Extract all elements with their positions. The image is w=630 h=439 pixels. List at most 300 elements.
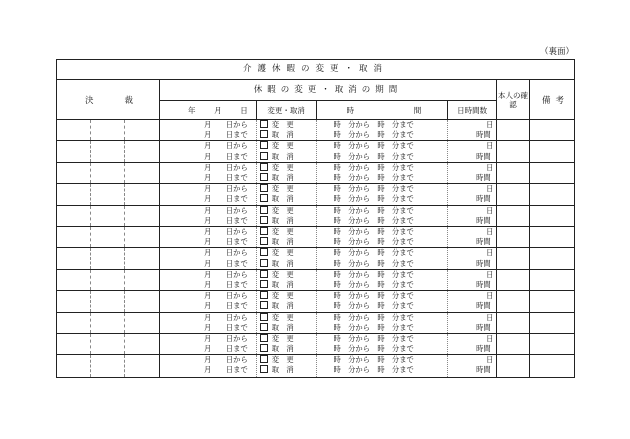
date-from-text: 月 日から <box>204 333 248 343</box>
cancel-checkbox-icon[interactable] <box>260 280 268 288</box>
date-from-text: 月 日から <box>204 248 248 258</box>
date-from-text: 月 日から <box>204 184 248 194</box>
cancel-option[interactable] <box>260 280 316 290</box>
time-range-second: 時 分から 時 分まで <box>333 258 414 268</box>
approval-slot[interactable] <box>91 313 125 333</box>
time-range-cell[interactable] <box>317 270 449 290</box>
time-range-second: 時 分から 時 分まで <box>333 215 414 225</box>
cancel-checkbox-icon[interactable] <box>260 259 268 267</box>
change-cancel-cell <box>257 206 317 226</box>
self-confirmation-cell[interactable] <box>497 270 530 290</box>
change-checkbox-icon[interactable] <box>260 141 268 149</box>
change-cancel-cell <box>257 163 317 183</box>
date-range-cell[interactable] <box>160 141 257 161</box>
approval-slot[interactable] <box>125 120 159 140</box>
approval-slot[interactable] <box>91 334 125 354</box>
cancel-option[interactable] <box>260 344 316 354</box>
approval-slot[interactable] <box>57 184 91 204</box>
period-cell <box>160 206 497 226</box>
change-option-label: 変 更 <box>271 120 294 129</box>
approval-slot[interactable] <box>91 184 125 204</box>
time-range-cell[interactable] <box>317 355 449 376</box>
cancel-option[interactable] <box>260 301 316 311</box>
date-range-cell[interactable] <box>160 184 257 204</box>
change-option-label: 変 更 <box>271 141 294 151</box>
approval-header <box>57 80 160 119</box>
time-range-cell[interactable] <box>317 227 449 247</box>
approval-slot[interactable] <box>125 206 159 226</box>
time-range-cell[interactable] <box>317 248 449 268</box>
change-checkbox-icon[interactable] <box>260 313 268 321</box>
date-from-text: 月 日から <box>204 291 248 301</box>
self-confirmation-cell[interactable] <box>497 206 530 226</box>
day-hours-cell[interactable] <box>448 120 496 140</box>
day-hours-cell[interactable] <box>448 163 496 183</box>
form-title: 介護休暇の変更・取消 <box>57 60 574 80</box>
cancel-checkbox-icon[interactable] <box>260 365 268 373</box>
approval-slot[interactable] <box>125 334 159 354</box>
time-range-first: 時 分から 時 分まで <box>333 333 414 343</box>
period-title: 休暇の変更・取消の期間 <box>160 80 496 101</box>
approval-slot[interactable] <box>91 206 125 226</box>
hours-label: 時間 <box>476 258 491 268</box>
day-hours-header: 日時間数 <box>457 106 488 115</box>
hours-label: 時間 <box>476 279 491 289</box>
approval-slot[interactable] <box>91 227 125 247</box>
hours-label: 時間 <box>476 151 491 161</box>
table-row <box>57 355 574 376</box>
date-from-text: 月 日から <box>204 141 248 151</box>
period-header <box>160 80 497 119</box>
approval-cell <box>57 120 160 140</box>
hours-label: 時間 <box>476 172 491 182</box>
remarks-cell[interactable] <box>530 355 574 376</box>
day-label: 日 <box>486 355 494 365</box>
hours-label: 時間 <box>476 130 491 140</box>
cancel-checkbox-icon[interactable] <box>260 344 268 352</box>
time-range-first: 時 分から 時 分まで <box>333 291 414 301</box>
period-cell <box>160 120 497 140</box>
change-option-label: 変 更 <box>271 333 294 343</box>
day-hours-cell[interactable] <box>448 206 496 226</box>
time-range-first: 時 分から 時 分まで <box>333 312 414 322</box>
change-checkbox-icon[interactable] <box>260 206 268 214</box>
approval-cell <box>57 248 160 268</box>
cancel-option-label: 取 消 <box>271 237 294 247</box>
time-range-cell[interactable] <box>317 206 449 226</box>
change-cancel-header: 変更・取消 <box>257 101 317 120</box>
time-range-cell[interactable] <box>317 334 449 354</box>
cancel-option-label: 取 消 <box>271 301 294 311</box>
date-from-text: 月 日から <box>204 205 248 215</box>
approval-slot[interactable] <box>91 355 125 376</box>
day-hours-cell[interactable] <box>448 270 496 290</box>
period-cell <box>160 291 497 311</box>
period-cell <box>160 141 497 161</box>
self-confirmation-cell[interactable] <box>497 141 530 161</box>
date-range-cell[interactable] <box>160 355 257 376</box>
remarks-header-left: 備 <box>542 95 551 106</box>
cancel-option-label: 取 消 <box>271 172 294 182</box>
period-cell <box>160 334 497 354</box>
date-range-cell[interactable] <box>160 248 257 268</box>
remarks-cell[interactable] <box>530 163 574 183</box>
change-cancel-cell <box>257 355 317 376</box>
cancel-option-label: 取 消 <box>271 215 294 225</box>
table-row <box>57 120 574 141</box>
date-range-cell[interactable] <box>160 291 257 311</box>
care-leave-change-form <box>56 59 575 378</box>
cancel-option[interactable] <box>260 173 316 183</box>
remarks-cell[interactable] <box>530 334 574 354</box>
approval-slot[interactable] <box>57 248 91 268</box>
date-from-text: 月 日から <box>204 355 248 365</box>
change-option[interactable] <box>260 184 316 194</box>
table-row <box>57 270 574 291</box>
change-option[interactable] <box>260 334 316 344</box>
date-from-text: 月 日から <box>204 226 248 236</box>
time-range-second: 時 分から 時 分まで <box>333 151 414 161</box>
approval-cell <box>57 334 160 354</box>
change-cancel-cell <box>257 334 317 354</box>
change-cancel-cell <box>257 270 317 290</box>
approval-slot[interactable] <box>125 291 159 311</box>
self-confirmation-cell[interactable] <box>497 313 530 333</box>
time-range-cell[interactable] <box>317 163 449 183</box>
approval-cell <box>57 141 160 161</box>
change-cancel-cell <box>257 291 317 311</box>
approval-cell <box>57 163 160 183</box>
date-to-text: 月 日まで <box>204 344 248 354</box>
hours-label: 時間 <box>476 365 491 375</box>
change-checkbox-icon[interactable] <box>260 270 268 278</box>
period-cell <box>160 355 497 376</box>
date-day-label: 日 <box>240 106 248 115</box>
remarks-cell[interactable] <box>530 313 574 333</box>
change-option-label: 変 更 <box>271 205 294 215</box>
cancel-option[interactable] <box>260 152 316 162</box>
change-option[interactable] <box>260 227 316 237</box>
cancel-checkbox-icon[interactable] <box>260 323 268 331</box>
date-range-cell[interactable] <box>160 120 257 140</box>
day-label: 日 <box>486 205 494 215</box>
change-checkbox-icon[interactable] <box>260 291 268 299</box>
change-checkbox-icon[interactable] <box>260 163 268 171</box>
hours-label: 時間 <box>476 344 491 354</box>
change-option-label: 変 更 <box>271 184 294 194</box>
cancel-checkbox-icon[interactable] <box>260 194 268 202</box>
approval-slot[interactable] <box>91 248 125 268</box>
time-range-first: 時 分から 時 分まで <box>333 248 414 258</box>
cancel-option-label: 取 消 <box>271 322 294 332</box>
change-checkbox-icon[interactable] <box>260 227 268 235</box>
hours-label: 時間 <box>476 237 491 247</box>
hours-label: 時間 <box>476 301 491 311</box>
change-option[interactable] <box>260 141 316 151</box>
change-option-label: 変 更 <box>271 312 294 322</box>
self-confirmation-cell[interactable] <box>497 227 530 247</box>
date-range-cell[interactable] <box>160 313 257 333</box>
table-row <box>57 184 574 205</box>
time-range-second: 時 分から 時 分まで <box>333 130 414 140</box>
day-label: 日 <box>486 248 494 258</box>
approval-slot[interactable] <box>125 184 159 204</box>
remarks-cell[interactable] <box>530 270 574 290</box>
date-to-text: 月 日まで <box>204 130 248 140</box>
day-hours-cell[interactable] <box>448 334 496 354</box>
date-from-text: 月 日から <box>204 269 248 279</box>
cancel-option[interactable] <box>260 259 316 269</box>
time-range-cell[interactable] <box>317 291 449 311</box>
approval-slot[interactable] <box>125 227 159 247</box>
remarks-header-right: 考 <box>555 95 564 106</box>
self-confirmation-cell[interactable] <box>497 334 530 354</box>
time-range-second: 時 分から 時 分まで <box>333 365 414 375</box>
approval-cell <box>57 270 160 290</box>
date-month-label: 月 <box>214 106 222 115</box>
hours-label: 時間 <box>476 322 491 332</box>
cancel-checkbox-icon[interactable] <box>260 237 268 245</box>
date-range-cell[interactable] <box>160 270 257 290</box>
approval-slot[interactable] <box>57 270 91 290</box>
table-row <box>57 206 574 227</box>
change-option[interactable] <box>260 355 316 365</box>
cancel-option[interactable] <box>260 130 316 140</box>
change-option[interactable] <box>260 206 316 216</box>
change-checkbox-icon[interactable] <box>260 184 268 192</box>
time-range-cell[interactable] <box>317 313 449 333</box>
change-option[interactable] <box>260 120 316 130</box>
cancel-option-label: 取 消 <box>271 365 294 375</box>
period-cell <box>160 313 497 333</box>
day-hours-cell[interactable] <box>448 141 496 161</box>
period-cell <box>160 227 497 247</box>
approval-slot[interactable] <box>57 291 91 311</box>
date-to-text: 月 日まで <box>204 215 248 225</box>
self-confirmation-cell[interactable] <box>497 163 530 183</box>
date-from-text: 月 日から <box>204 312 248 322</box>
approval-slot[interactable] <box>91 291 125 311</box>
date-range-cell[interactable] <box>160 206 257 226</box>
change-option[interactable] <box>260 270 316 280</box>
change-option[interactable] <box>260 313 316 323</box>
approval-slot[interactable] <box>57 206 91 226</box>
change-checkbox-icon[interactable] <box>260 120 268 128</box>
remarks-cell[interactable] <box>530 120 574 140</box>
approval-slot[interactable] <box>125 141 159 161</box>
table-row <box>57 313 574 334</box>
day-label: 日 <box>486 226 494 236</box>
remarks-cell[interactable] <box>530 141 574 161</box>
approval-cell <box>57 313 160 333</box>
change-option-label: 変 更 <box>271 291 294 301</box>
table-row <box>57 163 574 184</box>
change-cancel-cell <box>257 141 317 161</box>
cancel-option[interactable] <box>260 216 316 226</box>
table-row <box>57 248 574 269</box>
change-cancel-cell <box>257 248 317 268</box>
self-confirmation-header: 本人の確認 <box>497 80 530 119</box>
change-option[interactable] <box>260 163 316 173</box>
table-row <box>57 227 574 248</box>
table-row <box>57 141 574 162</box>
approval-slot[interactable] <box>125 270 159 290</box>
date-range-cell[interactable] <box>160 163 257 183</box>
self-confirmation-cell[interactable] <box>497 248 530 268</box>
day-label: 日 <box>486 269 494 279</box>
cancel-option-label: 取 消 <box>271 344 294 354</box>
remarks-cell[interactable] <box>530 184 574 204</box>
approval-slot[interactable] <box>57 227 91 247</box>
table-row <box>57 291 574 312</box>
approval-slot[interactable] <box>57 120 91 140</box>
change-option[interactable] <box>260 291 316 301</box>
approval-header-left: 決 <box>85 95 94 106</box>
day-label: 日 <box>486 312 494 322</box>
date-range-cell[interactable] <box>160 334 257 354</box>
change-cancel-cell <box>257 120 317 140</box>
remarks-cell[interactable] <box>530 291 574 311</box>
time-range-cell[interactable] <box>317 120 449 140</box>
change-option-label: 変 更 <box>271 248 294 258</box>
period-cell <box>160 184 497 204</box>
approval-slot[interactable] <box>57 355 91 376</box>
time-range-first: 時 分から 時 分まで <box>333 205 414 215</box>
time-header <box>317 101 449 120</box>
day-hours-cell[interactable] <box>448 355 496 376</box>
approval-slot[interactable] <box>91 270 125 290</box>
cancel-checkbox-icon[interactable] <box>260 152 268 160</box>
approval-slot[interactable] <box>91 163 125 183</box>
approval-cell <box>57 291 160 311</box>
change-option-label: 変 更 <box>271 226 294 236</box>
remarks-cell[interactable] <box>530 248 574 268</box>
date-header <box>160 101 257 120</box>
self-confirmation-cell[interactable] <box>497 355 530 376</box>
hours-label: 時間 <box>476 215 491 225</box>
cancel-checkbox-icon[interactable] <box>260 301 268 309</box>
date-to-text: 月 日まで <box>204 258 248 268</box>
day-hours-cell[interactable] <box>448 184 496 204</box>
date-to-text: 月 日まで <box>204 279 248 289</box>
time-range-cell[interactable] <box>317 141 449 161</box>
approval-slot[interactable] <box>57 163 91 183</box>
time-range-cell[interactable] <box>317 184 449 204</box>
cancel-checkbox-icon[interactable] <box>260 173 268 181</box>
date-from-text: 月 日から <box>204 162 248 172</box>
page-side-note: （裏面） <box>539 47 574 57</box>
cancel-checkbox-icon[interactable] <box>260 216 268 224</box>
change-option[interactable] <box>260 248 316 258</box>
remarks-cell[interactable] <box>530 227 574 247</box>
approval-cell <box>57 184 160 204</box>
period-subheaders <box>160 101 496 120</box>
table-body <box>57 120 574 377</box>
cancel-option[interactable] <box>260 323 316 333</box>
time-range-first: 時 分から 時 分まで <box>333 226 414 236</box>
change-option-label: 変 更 <box>271 162 294 172</box>
time-range-second: 時 分から 時 分まで <box>333 322 414 332</box>
time-range-second: 時 分から 時 分まで <box>333 344 414 354</box>
change-option-label: 変 更 <box>271 355 294 365</box>
cancel-option[interactable] <box>260 365 316 375</box>
change-checkbox-icon[interactable] <box>260 355 268 363</box>
date-to-text: 月 日まで <box>204 365 248 375</box>
date-to-text: 月 日まで <box>204 322 248 332</box>
approval-slot[interactable] <box>57 141 91 161</box>
table-header <box>57 80 574 120</box>
approval-slot[interactable] <box>57 334 91 354</box>
approval-slot[interactable] <box>125 248 159 268</box>
change-cancel-cell <box>257 184 317 204</box>
approval-slot[interactable] <box>125 313 159 333</box>
approval-slot[interactable] <box>125 355 159 376</box>
approval-header-right: 裁 <box>124 95 133 106</box>
change-cancel-cell <box>257 313 317 333</box>
day-hours-cell[interactable] <box>448 313 496 333</box>
cancel-option-label: 取 消 <box>271 130 294 140</box>
time-range-first: 時 分から 時 分まで <box>333 184 414 194</box>
period-cell <box>160 163 497 183</box>
date-range-cell[interactable] <box>160 227 257 247</box>
cancel-option-label: 取 消 <box>271 151 294 161</box>
time-range-second: 時 分から 時 分まで <box>333 237 414 247</box>
day-label: 日 <box>486 120 494 129</box>
self-confirmation-cell[interactable] <box>497 291 530 311</box>
day-hours-cell[interactable] <box>448 248 496 268</box>
period-cell <box>160 248 497 268</box>
approval-slot[interactable] <box>91 141 125 161</box>
cancel-option[interactable] <box>260 237 316 247</box>
day-label: 日 <box>486 162 494 172</box>
date-to-text: 月 日まで <box>204 172 248 182</box>
cancel-option[interactable] <box>260 194 316 204</box>
cancel-checkbox-icon[interactable] <box>260 130 268 138</box>
day-label: 日 <box>486 333 494 343</box>
day-hours-cell[interactable] <box>448 227 496 247</box>
self-confirmation-cell[interactable] <box>497 120 530 140</box>
day-label: 日 <box>486 184 494 194</box>
time-range-second: 時 分から 時 分まで <box>333 279 414 289</box>
time-range-second: 時 分から 時 分まで <box>333 172 414 182</box>
time-range-first: 時 分から 時 分まで <box>333 120 414 129</box>
approval-slot[interactable] <box>125 163 159 183</box>
remarks-cell[interactable] <box>530 206 574 226</box>
approval-cell <box>57 206 160 226</box>
table-row <box>57 334 574 355</box>
approval-cell <box>57 227 160 247</box>
period-cell <box>160 270 497 290</box>
approval-slot[interactable] <box>57 313 91 333</box>
date-to-text: 月 日まで <box>204 151 248 161</box>
approval-slot[interactable] <box>91 120 125 140</box>
day-hours-cell[interactable] <box>448 291 496 311</box>
self-confirmation-cell[interactable] <box>497 184 530 204</box>
cancel-option-label: 取 消 <box>271 279 294 289</box>
date-from-text: 月 日から <box>204 120 248 129</box>
change-checkbox-icon[interactable] <box>260 248 268 256</box>
time-range-first: 時 分から 時 分まで <box>333 355 414 365</box>
time-range-first: 時 分から 時 分まで <box>333 269 414 279</box>
time-range-second: 時 分から 時 分まで <box>333 194 414 204</box>
time-range-second: 時 分から 時 分まで <box>333 301 414 311</box>
date-year-label: 年 <box>188 106 196 115</box>
date-to-text: 月 日まで <box>204 194 248 204</box>
day-label: 日 <box>486 291 494 301</box>
change-cancel-cell <box>257 227 317 247</box>
change-option-label: 変 更 <box>271 269 294 279</box>
change-checkbox-icon[interactable] <box>260 334 268 342</box>
